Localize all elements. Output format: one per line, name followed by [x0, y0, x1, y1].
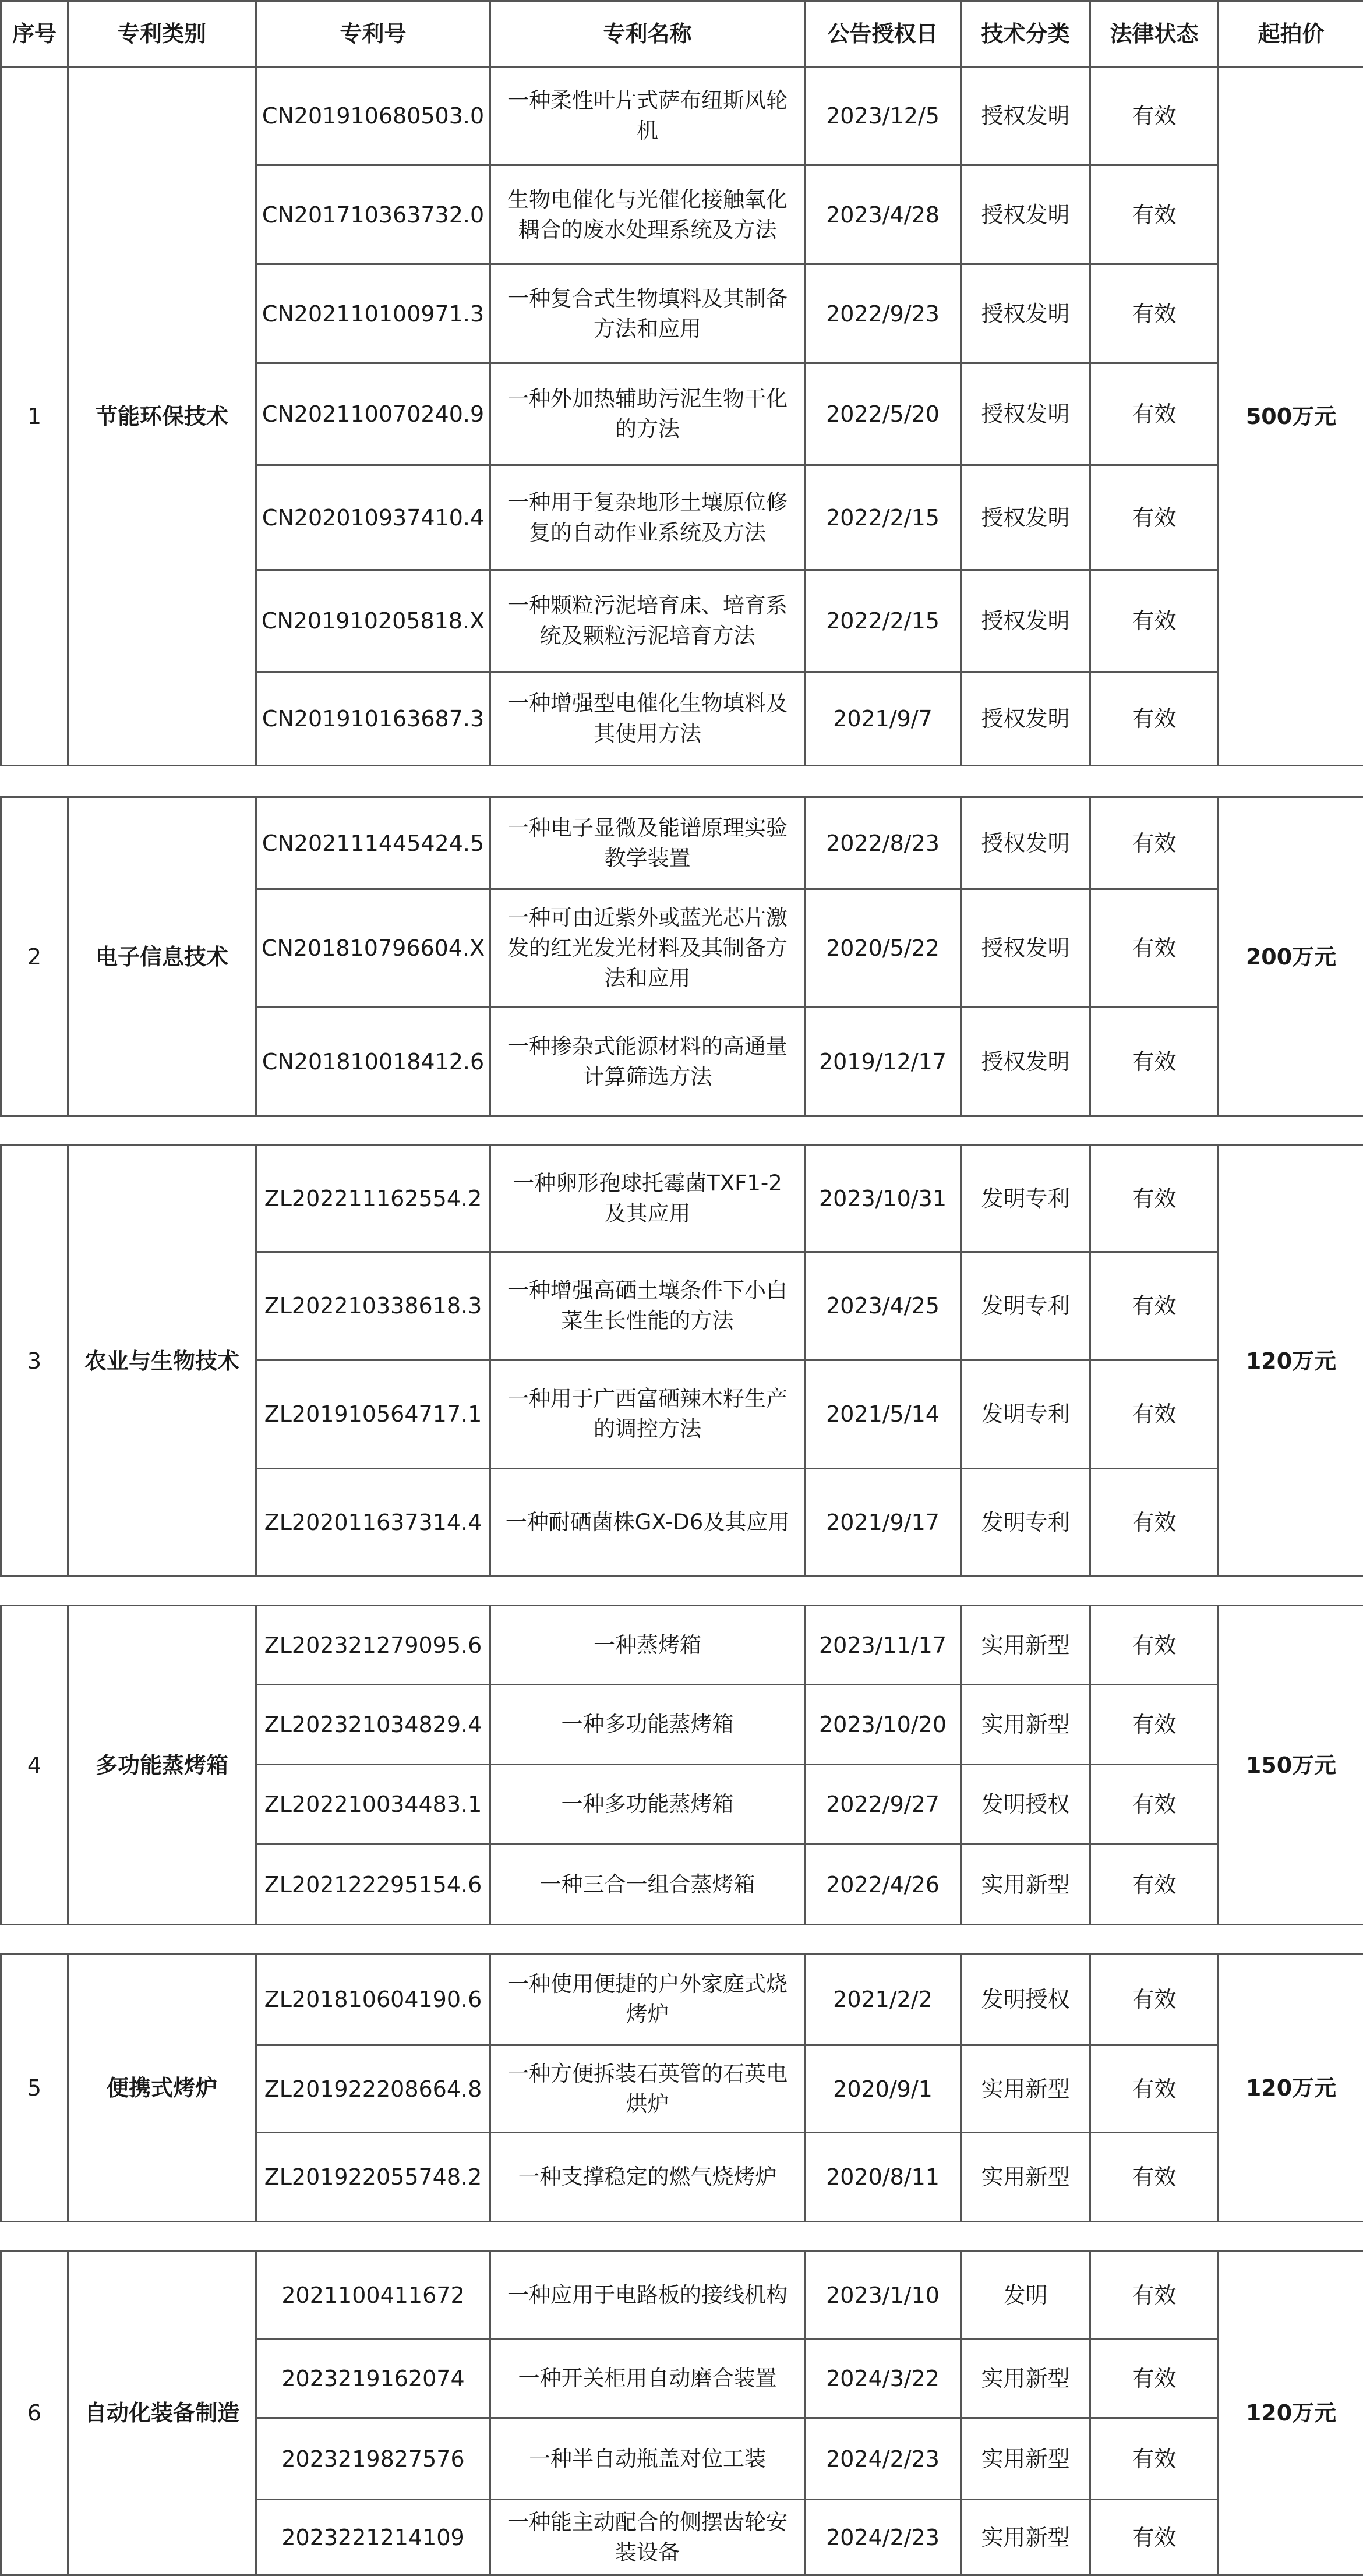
tech-class-cell: 授权发明: [960, 569, 1091, 673]
tech-class-cell: 授权发明: [960, 66, 1091, 166]
patent-name-cell: 一种柔性叶片式萨布纽斯风轮机: [489, 66, 806, 166]
patent-number-cell: CN201810796604.X: [255, 888, 491, 1008]
legal-status-cell: 有效: [1089, 164, 1219, 265]
legal-status-cell: 有效: [1089, 2417, 1219, 2500]
patent-number-cell: ZL202210034483.1: [255, 1764, 491, 1845]
tech-class-cell: 授权发明: [960, 888, 1091, 1008]
group-category: 节能环保技术: [67, 66, 257, 766]
group-category: 自动化装备制造: [67, 2250, 257, 2576]
legal-status-cell: 有效: [1089, 2044, 1219, 2133]
patent-number-cell: ZL201922055748.2: [255, 2132, 491, 2222]
header-index: 序号: [0, 0, 69, 68]
patent-number-cell: ZL202210338618.3: [255, 1251, 491, 1361]
tech-class-cell: 发明专利: [960, 1144, 1091, 1253]
grant-date-cell: 2022/9/27: [804, 1764, 962, 1845]
legal-status-cell: 有效: [1089, 1764, 1219, 1845]
tech-class-cell: 实用新型: [960, 2338, 1091, 2419]
patent-name-cell: 一种耐硒菌株GX-D6及其应用: [489, 1468, 806, 1577]
tech-class-cell: 实用新型: [960, 1684, 1091, 1765]
group-category: 电子信息技术: [67, 796, 257, 1117]
patent-number-cell: ZL202321034829.4: [255, 1684, 491, 1765]
tech-class-cell: 实用新型: [960, 2132, 1091, 2222]
patent-name-cell: 一种用于复杂地形土壤原位修复的自动作业系统及方法: [489, 464, 806, 571]
grant-date-cell: 2024/2/23: [804, 2417, 962, 2500]
patent-name-cell: 一种卵形孢球托霉菌TXF1-2及其应用: [489, 1144, 806, 1253]
group-start-price: 120万元: [1217, 2250, 1363, 2576]
tech-class-cell: 授权发明: [960, 796, 1091, 890]
patent-number-cell: CN202111445424.5: [255, 796, 491, 890]
grant-date-cell: 2023/10/20: [804, 1684, 962, 1765]
tech-class-cell: 授权发明: [960, 464, 1091, 571]
header-legal-status: 法律状态: [1089, 0, 1219, 68]
grant-date-cell: 2024/3/22: [804, 2338, 962, 2419]
tech-class-cell: 实用新型: [960, 2044, 1091, 2133]
legal-status-cell: 有效: [1089, 1006, 1219, 1117]
group-start-price: 200万元: [1217, 796, 1363, 1117]
patent-name-cell: 一种方便拆装石英管的石英电烘炉: [489, 2044, 806, 2133]
patent-name-cell: 一种外加热辅助污泥生物干化的方法: [489, 362, 806, 466]
patent-name-cell: 一种半自动瓶盖对位工装: [489, 2417, 806, 2500]
grant-date-cell: 2020/9/1: [804, 2044, 962, 2133]
grant-date-cell: 2021/2/2: [804, 1953, 962, 2046]
grant-date-cell: 2023/1/10: [804, 2250, 962, 2340]
legal-status-cell: 有效: [1089, 464, 1219, 571]
patent-name-cell: 一种使用便捷的户外家庭式烧烤炉: [489, 1953, 806, 2046]
patent-name-cell: 一种蒸烤箱: [489, 1605, 806, 1685]
legal-status-cell: 有效: [1089, 888, 1219, 1008]
legal-status-cell: 有效: [1089, 1953, 1219, 2046]
tech-class-cell: 发明专利: [960, 1468, 1091, 1577]
patent-name-cell: 生物电催化与光催化接触氧化耦合的废水处理系统及方法: [489, 164, 806, 265]
group-index: 2: [0, 796, 69, 1117]
legal-status-cell: 有效: [1089, 1359, 1219, 1469]
patent-number-cell: 2023221214109: [255, 2499, 491, 2576]
patent-number-cell: CN201910163687.3: [255, 671, 491, 766]
legal-status-cell: 有效: [1089, 1684, 1219, 1765]
grant-date-cell: 2020/5/22: [804, 888, 962, 1008]
tech-class-cell: 实用新型: [960, 1843, 1091, 1925]
patent-name-cell: 一种增强型电催化生物填料及其使用方法: [489, 671, 806, 766]
patent-name-cell: 一种用于广西富硒辣木籽生产的调控方法: [489, 1359, 806, 1469]
legal-status-cell: 有效: [1089, 796, 1219, 890]
grant-date-cell: 2019/12/17: [804, 1006, 962, 1117]
grant-date-cell: 2023/4/25: [804, 1251, 962, 1361]
patent-name-cell: 一种复合式生物填料及其制备方法和应用: [489, 263, 806, 364]
patent-name-cell: 一种增强高硒土壤条件下小白菜生长性能的方法: [489, 1251, 806, 1361]
grant-date-cell: 2022/9/23: [804, 263, 962, 364]
patent-number-cell: CN201910680503.0: [255, 66, 491, 166]
tech-class-cell: 发明: [960, 2250, 1091, 2340]
tech-class-cell: 实用新型: [960, 2499, 1091, 2576]
group-index: 4: [0, 1605, 69, 1925]
grant-date-cell: 2023/10/31: [804, 1144, 962, 1253]
group-index: 5: [0, 1953, 69, 2222]
grant-date-cell: 2020/8/11: [804, 2132, 962, 2222]
tech-class-cell: 授权发明: [960, 362, 1091, 466]
group-start-price: 120万元: [1217, 1953, 1363, 2222]
patent-name-cell: 一种支撑稳定的燃气烧烤炉: [489, 2132, 806, 2222]
legal-status-cell: 有效: [1089, 2499, 1219, 2576]
grant-date-cell: 2022/2/15: [804, 569, 962, 673]
patent-number-cell: CN202110070240.9: [255, 362, 491, 466]
patent-number-cell: ZL202122295154.6: [255, 1843, 491, 1925]
patent-number-cell: CN201810018412.6: [255, 1006, 491, 1117]
tech-class-cell: 授权发明: [960, 164, 1091, 265]
header-start-price: 起拍价: [1217, 0, 1363, 68]
group-category: 多功能蒸烤箱: [67, 1605, 257, 1925]
tech-class-cell: 发明专利: [960, 1359, 1091, 1469]
tech-class-cell: 授权发明: [960, 263, 1091, 364]
legal-status-cell: 有效: [1089, 1251, 1219, 1361]
patent-number-cell: CN201710363732.0: [255, 164, 491, 265]
tech-class-cell: 发明授权: [960, 1953, 1091, 2046]
header-patent-name: 专利名称: [489, 0, 806, 68]
grant-date-cell: 2022/8/23: [804, 796, 962, 890]
patent-name-cell: 一种可由近紫外或蓝光芯片激发的红光发光材料及其制备方法和应用: [489, 888, 806, 1008]
legal-status-cell: 有效: [1089, 2250, 1219, 2340]
tech-class-cell: 实用新型: [960, 1605, 1091, 1685]
grant-date-cell: 2022/4/26: [804, 1843, 962, 1925]
legal-status-cell: 有效: [1089, 1468, 1219, 1577]
patent-number-cell: CN202110100971.3: [255, 263, 491, 364]
patent-number-cell: ZL201922208664.8: [255, 2044, 491, 2133]
legal-status-cell: 有效: [1089, 569, 1219, 673]
patent-number-cell: ZL201810604190.6: [255, 1953, 491, 2046]
group-category: 农业与生物技术: [67, 1144, 257, 1577]
grant-date-cell: 2023/11/17: [804, 1605, 962, 1685]
grant-date-cell: 2023/12/5: [804, 66, 962, 166]
grant-date-cell: 2022/2/15: [804, 464, 962, 571]
patent-number-cell: CN201910205818.X: [255, 569, 491, 673]
grant-date-cell: 2021/5/14: [804, 1359, 962, 1469]
group-start-price: 120万元: [1217, 1144, 1363, 1577]
legal-status-cell: 有效: [1089, 2132, 1219, 2222]
group-index: 6: [0, 2250, 69, 2576]
group-start-price: 150万元: [1217, 1605, 1363, 1925]
header-grant-date: 公告授权日: [804, 0, 962, 68]
group-index: 3: [0, 1144, 69, 1577]
legal-status-cell: 有效: [1089, 1843, 1219, 1925]
grant-date-cell: 2022/5/20: [804, 362, 962, 466]
header-patent-number: 专利号: [255, 0, 491, 68]
tech-class-cell: 发明授权: [960, 1764, 1091, 1845]
legal-status-cell: 有效: [1089, 66, 1219, 166]
legal-status-cell: 有效: [1089, 671, 1219, 766]
patent-name-cell: 一种颗粒污泥培育床、培育系统及颗粒污泥培育方法: [489, 569, 806, 673]
patent-number-cell: CN202010937410.4: [255, 464, 491, 571]
group-start-price: 500万元: [1217, 66, 1363, 766]
patent-number-cell: 2023219162074: [255, 2338, 491, 2419]
tech-class-cell: 授权发明: [960, 671, 1091, 766]
legal-status-cell: 有效: [1089, 263, 1219, 364]
grant-date-cell: 2021/9/17: [804, 1468, 962, 1577]
patent-name-cell: 一种应用于电路板的接线机构: [489, 2250, 806, 2340]
tech-class-cell: 授权发明: [960, 1006, 1091, 1117]
patent-number-cell: ZL202011637314.4: [255, 1468, 491, 1577]
patent-number-cell: ZL202321279095.6: [255, 1605, 491, 1685]
group-index: 1: [0, 66, 69, 766]
patent-number-cell: 2023219827576: [255, 2417, 491, 2500]
group-category: 便携式烤炉: [67, 1953, 257, 2222]
patent-name-cell: 一种多功能蒸烤箱: [489, 1764, 806, 1845]
patent-name-cell: 一种电子显微及能谱原理实验教学装置: [489, 796, 806, 890]
patent-name-cell: 一种多功能蒸烤箱: [489, 1684, 806, 1765]
legal-status-cell: 有效: [1089, 1605, 1219, 1685]
patent-number-cell: 2021100411672: [255, 2250, 491, 2340]
legal-status-cell: 有效: [1089, 1144, 1219, 1253]
patent-name-cell: 一种能主动配合的侧摆齿轮安装设备: [489, 2499, 806, 2576]
header-category: 专利类别: [67, 0, 257, 68]
patent-name-cell: 一种三合一组合蒸烤箱: [489, 1843, 806, 1925]
patent-name-cell: 一种开关柜用自动磨合装置: [489, 2338, 806, 2419]
grant-date-cell: 2023/4/28: [804, 164, 962, 265]
legal-status-cell: 有效: [1089, 2338, 1219, 2419]
header-tech-class: 技术分类: [960, 0, 1091, 68]
tech-class-cell: 实用新型: [960, 2417, 1091, 2500]
grant-date-cell: 2024/2/23: [804, 2499, 962, 2576]
patent-number-cell: ZL202211162554.2: [255, 1144, 491, 1253]
legal-status-cell: 有效: [1089, 362, 1219, 466]
patent-number-cell: ZL201910564717.1: [255, 1359, 491, 1469]
grant-date-cell: 2021/9/7: [804, 671, 962, 766]
tech-class-cell: 发明专利: [960, 1251, 1091, 1361]
patent-name-cell: 一种掺杂式能源材料的高通量计算筛选方法: [489, 1006, 806, 1117]
